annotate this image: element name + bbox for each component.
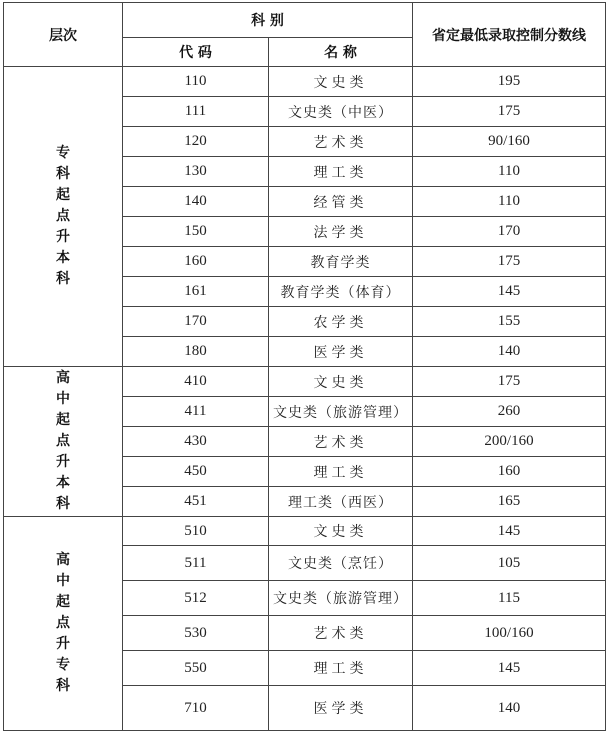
header-name: 名 称 xyxy=(269,38,413,67)
name-cell: 艺术类 xyxy=(269,616,413,651)
name-cell: 文史类（中医） xyxy=(269,97,413,127)
score-cell: 145 xyxy=(413,517,606,546)
name-cell: 艺术类 xyxy=(269,127,413,157)
level-char: 升 xyxy=(56,229,70,245)
code-cell: 170 xyxy=(123,307,269,337)
code-cell: 180 xyxy=(123,337,269,367)
code-cell: 451 xyxy=(123,487,269,517)
name-cell: 教育学类（体育） xyxy=(269,277,413,307)
score-cell: 155 xyxy=(413,307,606,337)
header-code: 代 码 xyxy=(123,38,269,67)
header-level: 层次 xyxy=(4,3,123,67)
score-cell: 115 xyxy=(413,581,606,616)
name-cell: 文史类 xyxy=(269,517,413,546)
code-cell: 430 xyxy=(123,427,269,457)
level-char: 起 xyxy=(56,594,70,610)
level-char: 科 xyxy=(56,678,70,694)
code-cell: 150 xyxy=(123,217,269,247)
score-cell: 200/160 xyxy=(413,427,606,457)
level-char: 起 xyxy=(56,187,70,203)
score-cell: 100/160 xyxy=(413,616,606,651)
code-cell: 512 xyxy=(123,581,269,616)
score-cell: 105 xyxy=(413,546,606,581)
name-cell: 理工类 xyxy=(269,457,413,487)
level-char: 科 xyxy=(56,166,70,182)
score-cell: 145 xyxy=(413,651,606,686)
level-cell xyxy=(4,67,123,367)
admission-score-table xyxy=(3,2,606,731)
table-body xyxy=(4,67,606,731)
level-char: 本 xyxy=(56,475,70,491)
level-char: 科 xyxy=(56,496,70,512)
name-cell: 文史类（烹饪） xyxy=(269,546,413,581)
name-cell: 文史类 xyxy=(269,367,413,397)
code-cell: 161 xyxy=(123,277,269,307)
level-cell xyxy=(4,367,123,517)
score-cell: 175 xyxy=(413,247,606,277)
name-cell: 农学类 xyxy=(269,307,413,337)
name-cell: 理工类 xyxy=(269,651,413,686)
level-cell xyxy=(4,517,123,731)
level-char: 科 xyxy=(56,271,70,287)
score-cell: 175 xyxy=(413,367,606,397)
name-cell: 教育学类 xyxy=(269,247,413,277)
name-cell: 医学类 xyxy=(269,686,413,731)
score-cell: 140 xyxy=(413,337,606,367)
code-cell: 411 xyxy=(123,397,269,427)
name-cell: 文史类（旅游管理） xyxy=(269,397,413,427)
code-cell: 410 xyxy=(123,367,269,397)
code-cell: 140 xyxy=(123,187,269,217)
code-cell: 120 xyxy=(123,127,269,157)
score-cell: 195 xyxy=(413,67,606,97)
table-row xyxy=(4,367,606,397)
level-char: 本 xyxy=(56,250,70,266)
score-cell: 170 xyxy=(413,217,606,247)
level-char: 专 xyxy=(56,145,70,161)
code-cell: 710 xyxy=(123,686,269,731)
name-cell: 理工类 xyxy=(269,157,413,187)
header-score: 省定最低录取控制分数线 xyxy=(413,3,606,67)
code-cell: 111 xyxy=(123,97,269,127)
score-cell: 160 xyxy=(413,457,606,487)
level-char: 高 xyxy=(56,552,70,568)
score-cell: 140 xyxy=(413,686,606,731)
code-cell: 160 xyxy=(123,247,269,277)
name-cell: 文史类（旅游管理） xyxy=(269,581,413,616)
score-cell: 110 xyxy=(413,157,606,187)
level-char: 中 xyxy=(56,573,70,589)
name-cell: 理工类（西医） xyxy=(269,487,413,517)
code-cell: 130 xyxy=(123,157,269,187)
score-cell: 260 xyxy=(413,397,606,427)
score-cell: 110 xyxy=(413,187,606,217)
score-cell: 175 xyxy=(413,97,606,127)
score-cell: 145 xyxy=(413,277,606,307)
level-char: 高 xyxy=(56,370,70,386)
code-cell: 450 xyxy=(123,457,269,487)
code-cell: 511 xyxy=(123,546,269,581)
code-cell: 510 xyxy=(123,517,269,546)
level-char: 升 xyxy=(56,636,70,652)
code-cell: 550 xyxy=(123,651,269,686)
name-cell: 法学类 xyxy=(269,217,413,247)
table-row xyxy=(4,67,606,97)
name-cell: 医学类 xyxy=(269,337,413,367)
header-category: 科 别 xyxy=(123,3,413,38)
level-char: 中 xyxy=(56,391,70,407)
name-cell: 艺术类 xyxy=(269,427,413,457)
score-cell: 90/160 xyxy=(413,127,606,157)
code-cell: 530 xyxy=(123,616,269,651)
table-row xyxy=(4,517,606,546)
level-char: 起 xyxy=(56,412,70,428)
level-char: 点 xyxy=(56,615,70,631)
level-char: 点 xyxy=(56,433,70,449)
name-cell: 经管类 xyxy=(269,187,413,217)
code-cell: 110 xyxy=(123,67,269,97)
level-char: 点 xyxy=(56,208,70,224)
level-char: 升 xyxy=(56,454,70,470)
level-char: 专 xyxy=(56,657,70,673)
name-cell: 文史类 xyxy=(269,67,413,97)
score-cell: 165 xyxy=(413,487,606,517)
